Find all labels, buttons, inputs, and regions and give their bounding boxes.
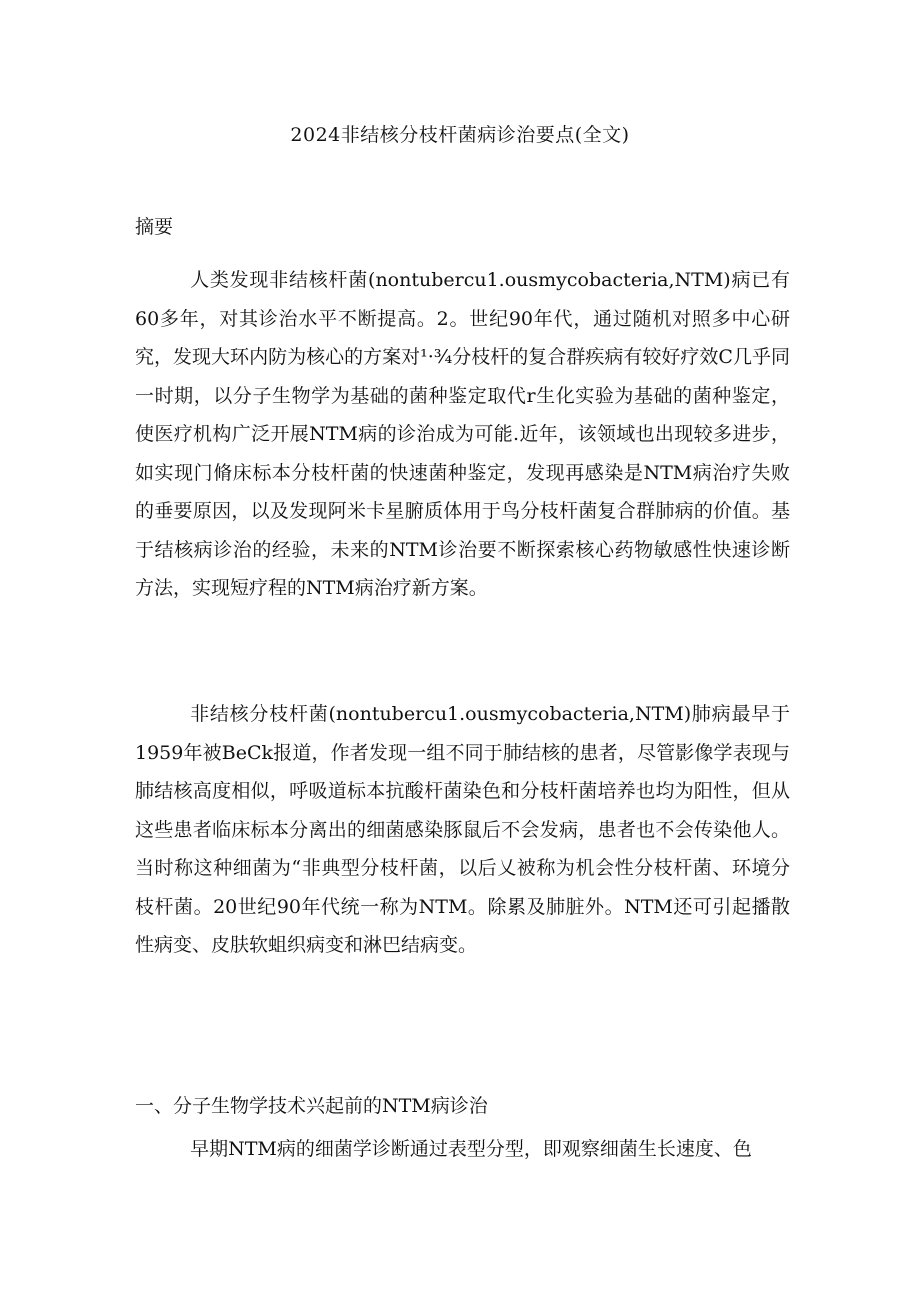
section-heading: 一、分子生物学技术兴起前的NTM病诊治: [135, 1095, 488, 1117]
document-title: 2024非结核分枝杆菌病诊治要点(全文): [290, 124, 630, 146]
intro-paragraph: 非结核分枝杆菌(nontubercu1.ousmycobacteria,NTM)肺病最早于1959年被BeCk报道，作者发现一组不同于肺结核的患者，尽管影像学表现与肺结核高度相似，呼吸道标本抗酸杆菌染色和分枝杆菌培养也均为阳性，但从这些患者临床标本分离出的细菌感染豚鼠后不会发病，患者也不会传染他人。当时称这种细菌为“非典型分枝杆菌，以后乂被称为机会性分枝杆菌、环境分枝杆菌。20世纪90年代统一称为NTM。除累及肺脏外。NTM还可引起播散性病变、皮肤软蛆织病变和淋巴结病变。: [135, 703, 790, 956]
section-paragraph: 早期NTM病的细菌学诊断通过表型分型，即观察细菌生长速度、色: [190, 1138, 752, 1160]
abstract-heading: 摘要: [135, 216, 174, 238]
abstract-paragraph: 人类发现非结核杆菌(nontubercu1.ousmycobacteria,NTM)病已有60多年，对其诊治水平不断提高。2。世纪90年代，通过随机对照多中心研究，发现大环内防为核心的方案对¹·¾分枝杆的复合群疾病有较好疗效C几乎同一时期，以分子生物学为基础的菌种鉴定取代r生化实验为基础的菌种鉴定，使医疗机构广泛开展NTM病的诊治成为可能.近年，该领域也出现较多进步，如实现门脩床标本分枝杆菌的快速菌种鉴定，发现再感染是NTM病治疗失败的垂要原因，以及发现阿米卡星腑质体用于鸟分枝杆菌复合群肺病的价值。基于结核病诊治的经验，未来的NTM诊治要不断探索核心药物敏感性快速诊断方法，实现短疗程的NTM病治疗新方案。: [135, 269, 790, 599]
